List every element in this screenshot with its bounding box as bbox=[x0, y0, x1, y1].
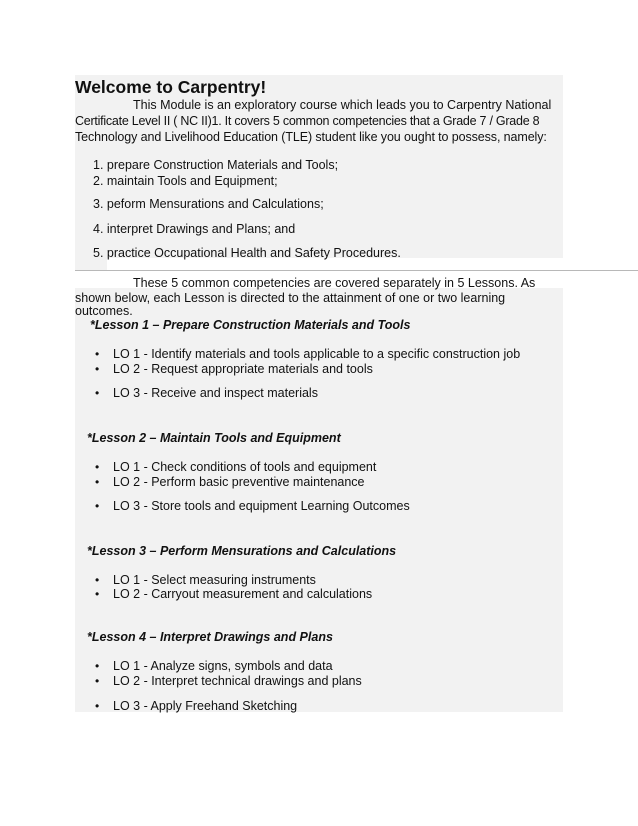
bullet-icon: • bbox=[95, 347, 100, 361]
lesson-1-heading: *Lesson 1 – Prepare Construction Materials and Tools bbox=[90, 318, 411, 332]
competency-item: 5. practice Occupational Health and Safety Procedures. bbox=[93, 246, 401, 260]
bullet-icon: • bbox=[95, 475, 100, 489]
competency-item: 3. peform Mensurations and Calculations; bbox=[93, 197, 324, 211]
bullet-icon: • bbox=[95, 587, 100, 601]
section-divider bbox=[75, 270, 638, 271]
bullet-icon: • bbox=[95, 699, 100, 713]
intro-line-3: Technology and Livelihood Education (TLE) student like you ought to possess, namely: bbox=[75, 130, 547, 144]
learning-outcome: LO 2 - Request appropriate materials and tools bbox=[113, 362, 373, 376]
learning-outcome: LO 2 - Perform basic preventive maintenance bbox=[113, 475, 365, 489]
intro-line-1: This Module is an exploratory course which leads you to Carpentry National bbox=[133, 98, 552, 112]
learning-outcome: LO 1 - Check conditions of tools and equipment bbox=[113, 460, 377, 474]
bullet-icon: • bbox=[95, 362, 100, 376]
summary-line-3: outcomes. bbox=[75, 304, 133, 318]
learning-outcome: LO 2 - Interpret technical drawings and plans bbox=[113, 674, 362, 688]
learning-outcome: LO 2 - Carryout measurement and calculations bbox=[113, 587, 373, 601]
bullet-icon: • bbox=[95, 573, 100, 587]
summary-line-2: shown below, each Lesson is directed to the attainment of one or two learning bbox=[75, 291, 506, 305]
competency-item: 4. interpret Drawings and Plans; and bbox=[93, 222, 296, 236]
summary-line-1: These 5 common competencies are covered separately in 5 Lessons. As bbox=[133, 276, 536, 290]
learning-outcome: LO 1 - Analyze signs, symbols and data bbox=[113, 659, 333, 673]
competency-item: 1. prepare Construction Materials and Tools; bbox=[93, 158, 339, 172]
bullet-icon: • bbox=[95, 386, 100, 400]
lesson-3-heading: *Lesson 3 – Perform Mensurations and Calculations bbox=[87, 544, 397, 558]
bullet-icon: • bbox=[95, 659, 100, 673]
learning-outcome: LO 3 - Apply Freehand Sketching bbox=[113, 699, 298, 713]
competency-item: 2. maintain Tools and Equipment; bbox=[93, 174, 278, 188]
learning-outcome: LO 3 - Receive and inspect materials bbox=[113, 386, 318, 400]
intro-line-2: Certificate Level II ( NC II)1. It covers 5 common competencies that a Grade 7 / Grade 8 bbox=[75, 114, 540, 128]
lesson-2-heading: *Lesson 2 – Maintain Tools and Equipment bbox=[87, 431, 341, 445]
lesson-4-heading: *Lesson 4 – Interpret Drawings and Plans bbox=[87, 630, 333, 644]
bullet-icon: • bbox=[95, 499, 100, 513]
learning-outcome: LO 1 - Select measuring instruments bbox=[113, 573, 316, 587]
learning-outcome: LO 1 - Identify materials and tools applicable to a specific construction job bbox=[113, 347, 521, 361]
page-title: Welcome to Carpentry! bbox=[75, 77, 267, 97]
bullet-icon: • bbox=[95, 674, 100, 688]
learning-outcome: LO 3 - Store tools and equipment Learning Outcomes bbox=[113, 499, 410, 513]
bullet-icon: • bbox=[95, 460, 100, 474]
